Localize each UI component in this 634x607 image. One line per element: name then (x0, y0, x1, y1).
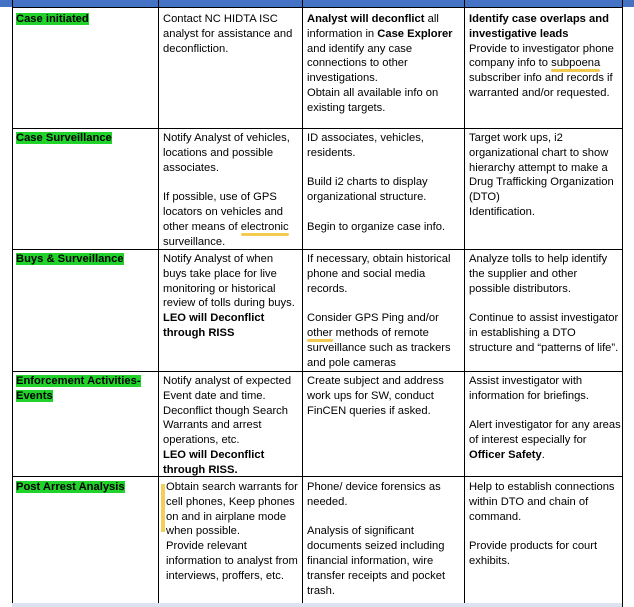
row1-col1: Contact NC HIDTA ISC analyst for assistance and deconfliction. (163, 13, 293, 55)
margin-highlight-mark (161, 484, 165, 532)
row3-col3: Analyze tolls to help identify the supplier and other possible distributors. Continue to assist investigator in establishing a DTO structure and “patterns of life”. (469, 253, 619, 354)
row1-col3: Identify case overlaps and investigative leads Provide to investigator phone company info to subpoena subscriber info and records if warranted and/or requested. (469, 13, 614, 99)
row-label-enforcement-activities: Enforcement Activities- Events (16, 375, 141, 402)
row5-col3: Help to establish connections within DTO and chain of command. Provide products for court exhibits. (469, 481, 615, 567)
table-border-right (622, 0, 623, 607)
row-divider (12, 476, 623, 477)
row-label-case-surveillance: Case Surveillance (16, 132, 112, 144)
row-divider (12, 371, 623, 372)
row2-col3: Target work ups, i2 organizational chart to show hierarchy attempt to make a Drug Trafficking Organization (DTO) Identification. (469, 132, 614, 218)
row4-col2: Create subject and address work ups for SW, conduct FinCEN queries if asked. (307, 375, 444, 417)
row5-col1: Obtain search warrants for cell phones, Keep phones on and in airplane mode when possible. Provide relevant information to analyst from interviews, proffers, etc. (166, 481, 298, 582)
row1-col2: Analyst will deconflict all information in Case Explorer and identify any case connections to other investigations. Obtain all available info on existing targets. (307, 13, 453, 114)
highlight-subpoena: subpoena (551, 57, 601, 70)
highlight-electronic: electronic (240, 220, 289, 233)
row-divider (12, 7, 623, 8)
row3-col1: Notify Analyst of when buys take place for live monitoring or historical review of tolls during buys. LEO will Deconflict through RISS (163, 253, 295, 339)
row5-col2: Phone/ device forensics as needed. Analysis of significant documents seized including financial information, wire transfer receipts and pocket trash. (307, 481, 446, 597)
row-label-case-initiated: Case initiated (16, 13, 89, 25)
row3-col2: If necessary, obtain historical phone and social media records. Consider GPS Ping and/or other methods of remote surveillance such as trackers and pole cameras (307, 253, 451, 369)
table-border-left (12, 0, 13, 607)
row-divider (12, 249, 623, 250)
table-bottom-band (12, 603, 622, 607)
row4-col3: Assist investigator with information for briefings. Alert investigator for any areas of interest especially for Officer Safety. (469, 375, 621, 461)
row4-col1: Notify analyst of expected Event date and time. Deconflict though Search Warrants and arrest operations, etc. LEO will Deconflict through RISS. (163, 375, 292, 476)
row2-col1: Notify Analyst of vehicles, locations and possible associates. If possible, use of GPS locators on vehicles and other means of electronic surveillance. (163, 132, 290, 248)
row-divider (12, 128, 623, 129)
column-divider-2 (302, 0, 303, 607)
row-label-buys-surveillance: Buys & Surveillance (16, 253, 124, 265)
row2-col2: ID associates, vehicles, residents. Build i2 charts to display organizational structure. Begin to organize case info. (307, 132, 446, 233)
column-divider-1 (158, 0, 159, 607)
highlight-other: other (307, 326, 333, 339)
column-divider-3 (464, 0, 465, 607)
row-label-post-arrest-analysis: Post Arrest Analysis (16, 481, 125, 493)
